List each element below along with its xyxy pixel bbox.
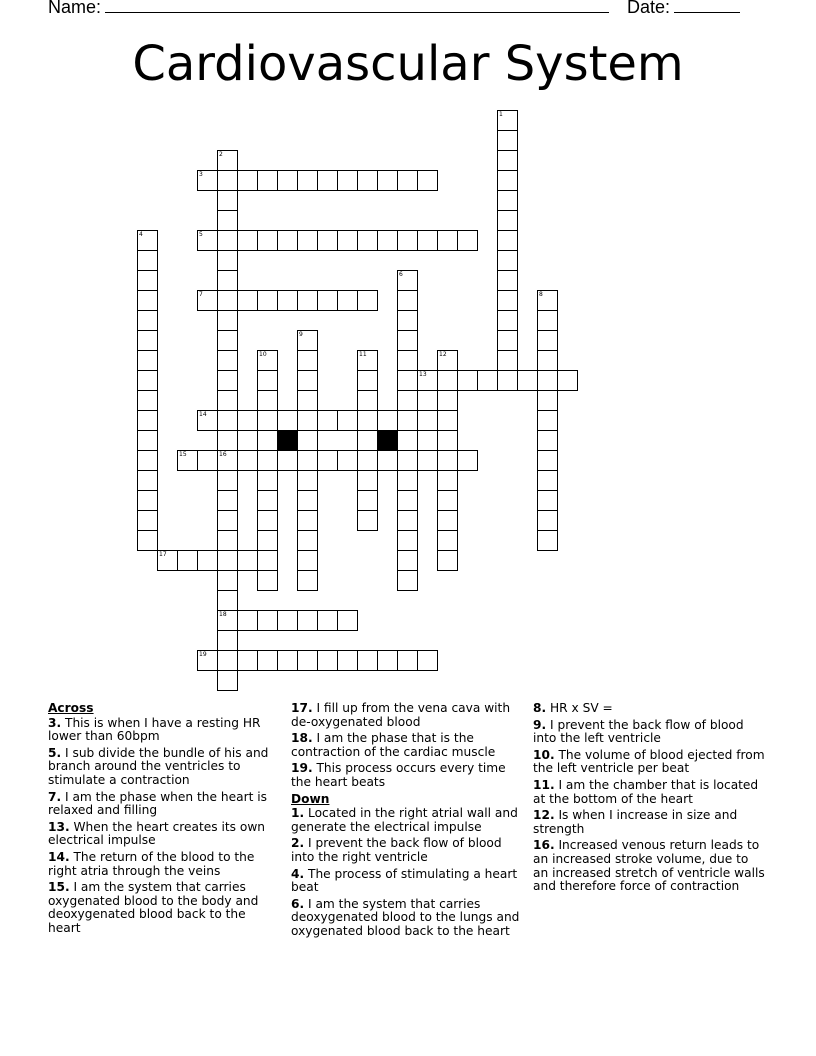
clue-number: 13: [419, 371, 427, 378]
clue-text: Increased venous return leads to an increased stroke volume, due to an increased stretch of ventricle walls and therefore force of contraction: [533, 838, 765, 894]
grid-cell[interactable]: [537, 410, 558, 431]
grid-cell[interactable]: [377, 410, 398, 431]
clue-number: 11: [359, 351, 367, 358]
grid-cell[interactable]: [377, 230, 398, 251]
grid-cell[interactable]: [217, 670, 238, 691]
grid-cell[interactable]: [497, 250, 518, 271]
grid-cell[interactable]: [377, 650, 398, 671]
grid-cell[interactable]: [397, 270, 418, 291]
clue-text: This process occurs every time the heart beats: [291, 761, 506, 789]
clue-text: The process of stimulating a heart beat: [291, 866, 518, 895]
grid-cell[interactable]: [397, 490, 418, 511]
grid-cell[interactable]: [137, 510, 158, 531]
grid-cell[interactable]: [377, 170, 398, 191]
grid-cell[interactable]: [217, 450, 238, 471]
grid-cell[interactable]: [217, 650, 238, 671]
clue-number: 8: [539, 291, 543, 298]
grid-cell[interactable]: [397, 510, 418, 531]
grid-cell[interactable]: [257, 490, 278, 511]
grid-cell[interactable]: [277, 170, 298, 191]
grid-cell[interactable]: [497, 370, 518, 391]
clue-number: 3.: [48, 715, 62, 730]
grid-cell[interactable]: [437, 350, 458, 371]
grid-cell[interactable]: [497, 310, 518, 331]
down-clue: [291, 807, 523, 834]
across-clue: [48, 821, 276, 848]
grid-cell[interactable]: [397, 310, 418, 331]
grid-cell[interactable]: [297, 370, 318, 391]
down-heading: Down: [291, 791, 330, 806]
grid-cell[interactable]: [537, 390, 558, 411]
name-label: Name:: [48, 0, 102, 17]
clue-number: 12: [439, 351, 447, 358]
grid-cell[interactable]: [397, 450, 418, 471]
grid-cell[interactable]: [297, 530, 318, 551]
grid-cell[interactable]: [357, 410, 378, 431]
grid-cell[interactable]: [417, 170, 438, 191]
clue-number: 18: [219, 611, 227, 618]
clue-number: 4.: [291, 866, 305, 881]
grid-cell[interactable]: [197, 170, 218, 191]
grid-cell[interactable]: [137, 270, 158, 291]
clue-text: I am the phase when the heart is relaxed and filling: [48, 789, 267, 818]
grid-cell[interactable]: [217, 190, 238, 211]
grid-cell[interactable]: [497, 170, 518, 191]
grid-cell[interactable]: [397, 290, 418, 311]
across-clue-list: [48, 717, 276, 936]
grid-cell[interactable]: [217, 150, 238, 171]
grid-cell[interactable]: [497, 130, 518, 151]
grid-cell[interactable]: [137, 290, 158, 311]
grid-cell[interactable]: [277, 650, 298, 671]
grid-cell[interactable]: [557, 370, 578, 391]
grid-cell[interactable]: [337, 650, 358, 671]
grid-cell[interactable]: [457, 450, 478, 471]
clue-number: 4: [139, 231, 143, 238]
grid-cell[interactable]: [397, 370, 418, 391]
grid-cell[interactable]: [217, 350, 238, 371]
grid-cell[interactable]: [337, 230, 358, 251]
clue-number: 9.: [533, 717, 547, 732]
grid-cell[interactable]: [357, 470, 378, 491]
grid-cell[interactable]: [357, 230, 378, 251]
grid-cell[interactable]: [357, 170, 378, 191]
grid-cell[interactable]: [537, 430, 558, 451]
grid-cell[interactable]: [257, 450, 278, 471]
grid-cell[interactable]: [217, 490, 238, 511]
grid-cell[interactable]: [217, 250, 238, 271]
clue-number: 9: [299, 331, 303, 338]
grid-cell[interactable]: [397, 350, 418, 371]
grid-cell[interactable]: [357, 490, 378, 511]
grid-cell[interactable]: [277, 450, 298, 471]
grid-cell[interactable]: [297, 290, 318, 311]
grid-cell[interactable]: [297, 490, 318, 511]
grid-cell[interactable]: [397, 230, 418, 251]
grid-cell[interactable]: [257, 570, 278, 591]
grid-cell[interactable]: [317, 230, 338, 251]
grid-cell[interactable]: [437, 390, 458, 411]
clue-number: 12.: [533, 808, 555, 823]
grid-cell[interactable]: [537, 310, 558, 331]
grid-cell[interactable]: [477, 370, 498, 391]
clue-text: I am the chamber that is located at the bottom of the heart: [533, 777, 759, 806]
grid-cell[interactable]: [437, 450, 458, 471]
clue-number: 5.: [48, 745, 62, 760]
grid-cell[interactable]: [257, 290, 278, 311]
grid-cell[interactable]: [317, 290, 338, 311]
clue-text: HR x SV =: [546, 701, 613, 715]
across-clue: [291, 732, 523, 759]
grid-cell[interactable]: [497, 150, 518, 171]
grid-cell[interactable]: [197, 650, 218, 671]
clue-number: 19: [199, 651, 207, 658]
grid-cell[interactable]: [357, 390, 378, 411]
grid-cell[interactable]: [437, 370, 458, 391]
grid-cell[interactable]: [437, 430, 458, 451]
grid-cell[interactable]: [537, 510, 558, 531]
grid-cell[interactable]: [237, 610, 258, 631]
grid-cell[interactable]: [237, 550, 258, 571]
clue-text: Located in the right atrial wall and generate the electrical impulse: [291, 806, 518, 834]
grid-cell[interactable]: [357, 290, 378, 311]
across-clue: [48, 717, 276, 744]
grid-cell[interactable]: [137, 370, 158, 391]
clue-number: 19.: [291, 761, 313, 776]
down-clue: [533, 809, 765, 836]
grid-cell[interactable]: [397, 390, 418, 411]
down-clue: [291, 898, 523, 939]
grid-cell[interactable]: [297, 390, 318, 411]
grid-cell[interactable]: [237, 410, 258, 431]
grid-cell[interactable]: [357, 450, 378, 471]
grid-cell[interactable]: [297, 230, 318, 251]
grid-cell[interactable]: [497, 350, 518, 371]
grid-cell[interactable]: [297, 510, 318, 531]
grid-cell[interactable]: [297, 610, 318, 631]
grid-cell[interactable]: [297, 410, 318, 431]
clue-number: 13.: [48, 819, 70, 834]
grid-cell[interactable]: [497, 290, 518, 311]
grid-cell[interactable]: [297, 550, 318, 571]
grid-cell[interactable]: [417, 230, 438, 251]
grid-cell[interactable]: [137, 390, 158, 411]
grid-cell[interactable]: [437, 530, 458, 551]
grid-cell[interactable]: [257, 530, 278, 551]
grid-cell[interactable]: [137, 470, 158, 491]
clue-text: I fill up from the vena cava with de-oxygenated blood: [291, 701, 511, 729]
grid-cell[interactable]: [437, 230, 458, 251]
across-clue: [48, 747, 276, 788]
grid-cell[interactable]: [417, 650, 438, 671]
grid-cell[interactable]: [217, 550, 238, 571]
grid-cell[interactable]: [137, 450, 158, 471]
grid-cell[interactable]: [317, 170, 338, 191]
down-clue: [533, 702, 765, 716]
grid-cell[interactable]: [497, 110, 518, 131]
grid-cell[interactable]: [217, 390, 238, 411]
clue-column-1: [48, 702, 276, 939]
grid-cell[interactable]: [217, 310, 238, 331]
grid-cell[interactable]: [257, 650, 278, 671]
grid-cell[interactable]: [417, 370, 438, 391]
grid-cell[interactable]: [217, 430, 238, 451]
grid-cell[interactable]: [137, 530, 158, 551]
grid-cell[interactable]: [197, 290, 218, 311]
clue-column-3: [533, 702, 765, 897]
grid-cell[interactable]: [257, 390, 278, 411]
grid-cell[interactable]: [317, 610, 338, 631]
clue-number: 16: [219, 451, 227, 458]
grid-cell[interactable]: [217, 470, 238, 491]
grid-cell[interactable]: [217, 570, 238, 591]
grid-cell[interactable]: [277, 290, 298, 311]
clue-text: I sub divide the bundle of his and branch around the ventricles to stimulate a contraction: [48, 745, 269, 787]
black-square: [377, 430, 398, 451]
grid-cell[interactable]: [297, 350, 318, 371]
grid-cell[interactable]: [357, 510, 378, 531]
grid-cell[interactable]: [297, 450, 318, 471]
clue-number: 6: [399, 271, 403, 278]
grid-cell[interactable]: [537, 530, 558, 551]
across-clue: [48, 851, 276, 878]
grid-cell[interactable]: [217, 230, 238, 251]
down-clue-list: [291, 807, 523, 938]
clue-text: I am the system that carries oxygenated blood to the body and deoxygenated blood back to the heart: [48, 880, 259, 935]
grid-cell[interactable]: [437, 550, 458, 571]
grid-cell[interactable]: [437, 470, 458, 491]
grid-cell[interactable]: [497, 330, 518, 351]
grid-cell[interactable]: [537, 350, 558, 371]
black-square: [277, 430, 298, 451]
grid-cell[interactable]: [297, 570, 318, 591]
across-clue-list-continued: [291, 702, 523, 790]
down-clue: [533, 839, 765, 893]
clue-number: 3: [199, 171, 203, 178]
grid-cell[interactable]: [457, 230, 478, 251]
grid-cell[interactable]: [397, 570, 418, 591]
grid-cell[interactable]: [257, 410, 278, 431]
grid-cell[interactable]: [197, 410, 218, 431]
across-clue: [291, 762, 523, 789]
date-label: Date:: [627, 0, 671, 17]
grid-cell[interactable]: [357, 350, 378, 371]
grid-cell[interactable]: [397, 410, 418, 431]
grid-cell[interactable]: [217, 590, 238, 611]
clue-number: 7: [199, 291, 203, 298]
grid-cell[interactable]: [437, 490, 458, 511]
grid-cell[interactable]: [237, 450, 258, 471]
grid-cell[interactable]: [297, 170, 318, 191]
clue-text: I prevent the back flow of blood into the left ventricle: [533, 717, 744, 746]
grid-cell[interactable]: [257, 230, 278, 251]
across-clue: [291, 702, 523, 729]
clue-number: 7.: [48, 789, 62, 804]
grid-cell[interactable]: [237, 650, 258, 671]
down-clue-list-continued: [533, 702, 765, 894]
clue-text: This is when I have a resting HR lower than 60bpm: [48, 715, 261, 744]
grid-cell[interactable]: [177, 450, 198, 471]
grid-cell[interactable]: [257, 610, 278, 631]
clue-number: 5: [199, 231, 203, 238]
clue-text: I am the phase that is the contraction of the cardiac muscle: [291, 731, 496, 759]
grid-cell[interactable]: [337, 450, 358, 471]
grid-cell[interactable]: [317, 650, 338, 671]
grid-cell[interactable]: [197, 550, 218, 571]
grid-cell[interactable]: [217, 170, 238, 191]
grid-cell[interactable]: [357, 650, 378, 671]
grid-cell[interactable]: [537, 330, 558, 351]
grid-cell[interactable]: [217, 510, 238, 531]
grid-cell[interactable]: [277, 410, 298, 431]
grid-cell[interactable]: [417, 450, 438, 471]
clue-number: 2.: [291, 836, 305, 851]
grid-cell[interactable]: [237, 290, 258, 311]
grid-cell[interactable]: [237, 170, 258, 191]
down-clue: [533, 779, 765, 806]
grid-cell[interactable]: [197, 450, 218, 471]
clue-text: The volume of blood ejected from the left ventricle per beat: [533, 747, 765, 776]
grid-cell[interactable]: [217, 290, 238, 311]
grid-cell[interactable]: [537, 290, 558, 311]
clue-number: 10.: [533, 747, 555, 762]
grid-cell[interactable]: [217, 210, 238, 231]
grid-cell[interactable]: [137, 490, 158, 511]
grid-cell[interactable]: [197, 230, 218, 251]
grid-cell[interactable]: [257, 550, 278, 571]
grid-cell[interactable]: [437, 410, 458, 431]
clue-number: 1.: [291, 806, 305, 821]
grid-cell[interactable]: [217, 370, 238, 391]
across-clue: [48, 791, 276, 818]
grid-cell[interactable]: [437, 510, 458, 531]
grid-cell[interactable]: [377, 450, 398, 471]
grid-cell[interactable]: [257, 510, 278, 531]
grid-cell[interactable]: [537, 490, 558, 511]
grid-cell[interactable]: [257, 430, 278, 451]
grid-cell[interactable]: [237, 230, 258, 251]
grid-cell[interactable]: [537, 370, 558, 391]
grid-cell[interactable]: [217, 610, 238, 631]
grid-cell[interactable]: [397, 470, 418, 491]
clue-number: 18.: [291, 731, 313, 746]
grid-cell[interactable]: [357, 430, 378, 451]
grid-cell[interactable]: [397, 170, 418, 191]
grid-cell[interactable]: [217, 630, 238, 651]
grid-cell[interactable]: [277, 610, 298, 631]
down-clue: [291, 868, 523, 895]
grid-cell[interactable]: [137, 330, 158, 351]
grid-cell[interactable]: [357, 370, 378, 391]
grid-cell[interactable]: [157, 550, 178, 571]
down-clue: [533, 749, 765, 776]
grid-cell[interactable]: [217, 270, 238, 291]
clue-number: 14: [199, 411, 207, 418]
clue-number: 15: [179, 451, 187, 458]
grid-cell[interactable]: [397, 550, 418, 571]
grid-cell[interactable]: [217, 410, 238, 431]
grid-cell[interactable]: [397, 530, 418, 551]
clue-text: The return of the blood to the right atria through the veins: [48, 849, 255, 878]
grid-cell[interactable]: [337, 410, 358, 431]
clue-number: 1: [499, 111, 503, 118]
grid-cell[interactable]: [137, 230, 158, 251]
clue-number: 11.: [533, 777, 555, 792]
grid-cell[interactable]: [397, 650, 418, 671]
grid-cell[interactable]: [397, 330, 418, 351]
clue-text: I am the system that carries deoxygenated blood to the lungs and oxygenated blood back to the heart: [291, 896, 520, 938]
grid-cell[interactable]: [277, 230, 298, 251]
across-clue: [48, 881, 276, 935]
grid-cell[interactable]: [217, 330, 238, 351]
grid-cell[interactable]: [137, 310, 158, 331]
grid-cell[interactable]: [497, 210, 518, 231]
grid-cell[interactable]: [297, 430, 318, 451]
clue-column-2: [291, 702, 523, 942]
clue-number: 8.: [533, 701, 547, 715]
grid-cell[interactable]: [177, 550, 198, 571]
grid-cell[interactable]: [257, 470, 278, 491]
clue-text: When the heart creates its own electrical impulse: [48, 819, 266, 848]
grid-cell[interactable]: [297, 650, 318, 671]
grid-cell[interactable]: [397, 430, 418, 451]
clue-text: I prevent the back flow of blood into the right ventricle: [291, 836, 502, 864]
across-heading: Across: [48, 701, 94, 715]
down-clue: [533, 719, 765, 746]
clue-number: 2: [219, 151, 223, 158]
grid-cell[interactable]: [257, 170, 278, 191]
grid-cell[interactable]: [417, 410, 438, 431]
clue-number: 16.: [533, 838, 555, 853]
grid-cell[interactable]: [297, 330, 318, 351]
grid-cell[interactable]: [137, 410, 158, 431]
grid-cell[interactable]: [137, 350, 158, 371]
grid-cell[interactable]: [297, 470, 318, 491]
grid-cell[interactable]: [257, 350, 278, 371]
grid-cell[interactable]: [497, 270, 518, 291]
clue-number: 10: [259, 351, 267, 358]
grid-cell[interactable]: [317, 450, 338, 471]
grid-cell[interactable]: [497, 230, 518, 251]
clue-text: Is when I increase in size and strength: [533, 808, 738, 836]
clue-number: 17.: [291, 701, 313, 715]
grid-cell[interactable]: [457, 370, 478, 391]
clue-number: 17: [159, 551, 167, 558]
grid-cell[interactable]: [137, 430, 158, 451]
clue-number: 15.: [48, 880, 70, 895]
grid-cell[interactable]: [337, 170, 358, 191]
grid-cell[interactable]: [537, 450, 558, 471]
grid-cell[interactable]: [317, 410, 338, 431]
page-title: Cardiovascular System: [132, 36, 684, 92]
grid-cell[interactable]: [337, 290, 358, 311]
grid-cell[interactable]: [137, 250, 158, 271]
down-clue: [291, 837, 523, 864]
grid-cell[interactable]: [517, 370, 538, 391]
grid-cell[interactable]: [217, 530, 238, 551]
clue-number: 14.: [48, 849, 70, 864]
grid-cell[interactable]: [257, 370, 278, 391]
grid-cell[interactable]: [337, 610, 358, 631]
grid-cell[interactable]: [537, 470, 558, 491]
grid-cell[interactable]: [497, 190, 518, 211]
clue-number: 6.: [291, 896, 305, 911]
